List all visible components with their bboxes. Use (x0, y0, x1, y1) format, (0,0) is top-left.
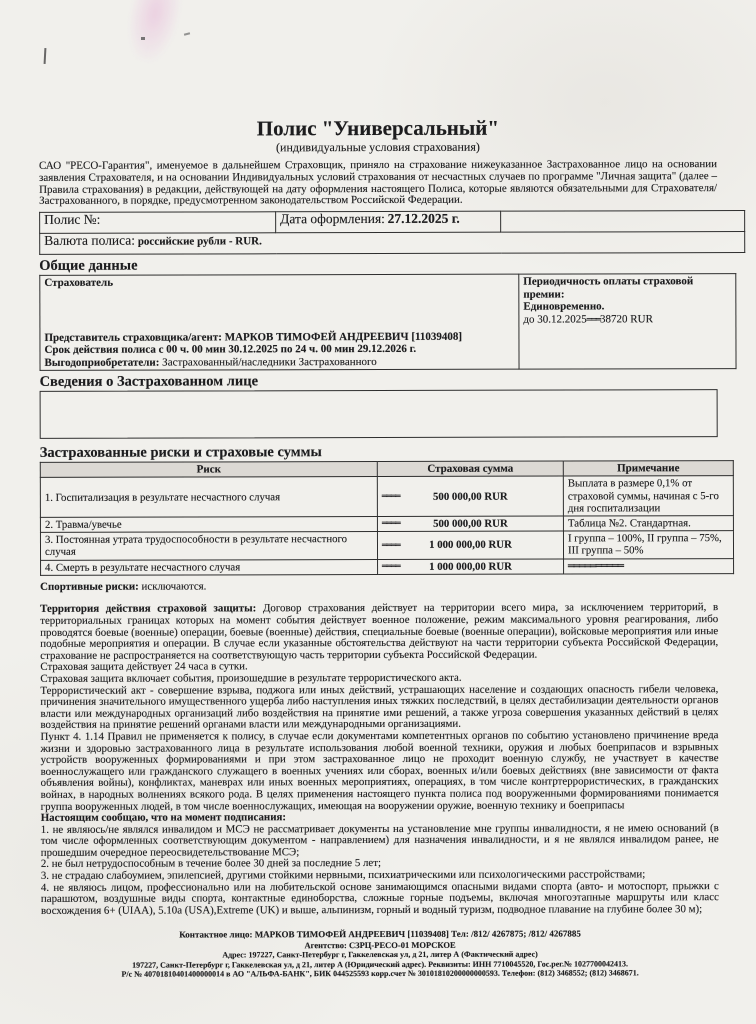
equals-fill-mark: ════ (381, 518, 400, 529)
risk-note-cell: Выплата в размере 0,1% от страховой суммы, начиная с 5-го дня госпитализации (563, 476, 733, 516)
general-data-table (39, 273, 736, 371)
column-header-sum: Страховая сумма (377, 461, 563, 477)
territory-text: Договор страхования действует на территории всего мира, за исключением территорий, в территориальных границах которых на момент события действует военное положение, режим максимального уровня реагирования, либо проводятся боевые (военные) операции, боевые (военные) действия, специальные боевые (военные операции), войсковые мероприятия или иные подобные мероприятия и операции. В случае если указанные обстоятельства действуют на части территории субъекта Российской Федерации, страхование не распространяется на соответствующую часть территории субъекта Российской Федерации. (40, 601, 719, 662)
insured-details-box (40, 389, 718, 439)
beneficiary-value: Застрахованный/наследники Застрахованного (162, 355, 377, 369)
section-heading-general: Общие данные (39, 257, 138, 275)
risks-table (40, 460, 734, 575)
sport-risks-label: Спортивные риски: (40, 580, 139, 593)
premium-amount: 38720 RUR (600, 312, 653, 326)
table-row (40, 531, 733, 560)
risk-sum-cell (377, 531, 563, 559)
footer-bank-line: Р/с № 40701810401400000014 в АО "АЛЬФА-БАНК", БИК 044525593 корр.счет № 30101810200000000593. Телефон: (812) 3468552; (812) 3468671. (121, 968, 639, 980)
table-row (40, 274, 736, 371)
declaration-heading: Настоящим сообщаю, что на момент подписания: (40, 811, 287, 824)
table-row (41, 558, 734, 575)
risk-note-cell: Таблица №2. Стандартная. (563, 516, 733, 532)
declaration-item-4: 4. не являюсь лицом, профессионально или на любительской основе занимающимся опасными видами спорта (авто- и мотоспорт, прыжки с парашютом, воздушные виды спорта, контактные единоборства, сложные горные подъемы, включая многоэтапные маршруты или класс восхождения 6+ (UIAA), 5.10a (USA),Extreme (UK) и выше, альпинизм, горный и водный туризм, подводное плавание на глубине более 30 м); (40, 879, 719, 917)
premium-cell (519, 274, 736, 370)
territory-label: Территория действия страховой защиты: (40, 602, 257, 616)
risk-name-cell: 1. Госпитализация в результате несчастного случая (40, 477, 377, 517)
risk-sum-value: 1 000 000,00 RUR (429, 538, 512, 552)
agent-line (44, 330, 514, 344)
premium-due-prefix: до 30.12.2025 (523, 313, 587, 326)
territory-paragraph (40, 603, 718, 663)
equals-fill-mark: ════ (382, 561, 400, 572)
footer-block (41, 929, 719, 980)
policy-number-cell (40, 212, 276, 234)
sport-risks-line (40, 580, 718, 593)
pink-scan-smudge (121, 0, 183, 66)
risk-sum-cell (377, 476, 563, 516)
premium-due-line (523, 313, 731, 327)
pencil-mark (44, 48, 47, 64)
equals-fill-mark: ════ (381, 541, 400, 552)
insurer-blank-space (44, 288, 514, 331)
sport-risks-value: исключаются. (141, 580, 207, 593)
equals-fill-mark: ════ (381, 492, 400, 503)
issue-date-label: Дата оформления: (280, 211, 385, 227)
intro-paragraph: САО "РЕСО-Гарантия", именуемое в дальнейшем Страховщик, приняло на страхование нижеуказанное Застрахованное лицо на основании заявления Страхователя, и на основании Индивидуальных условий страхования от несчастных случаев по программе "Личная защита" (далее – Правила страхования) в редакции, действующей на дату оформления настоящего Полиса, которые являются обязательными для Страхователя/Застрахованного, в порядке, предусмотренном законодательством Российской Федерации. (38, 158, 718, 208)
scan-speck (141, 37, 145, 40)
footer-legal-line: 197227, Санкт-Петербург г, Гаккелевская ул, д 21, литер А (Юридический адрес). Реквизиты: ИНН 7710045520, Гос.рег.№ 1027700042413. (132, 959, 629, 970)
table-row (40, 232, 745, 255)
premium-label: Периодичность оплаты страховой премии: (523, 275, 694, 301)
footer-agency-line: Агентство: СЗРЦ-РЕСО-01 МОРСКОЕ (304, 940, 456, 951)
beneficiary-line (44, 355, 514, 369)
issue-date-value: 27.12.2025 г. (387, 210, 460, 227)
risk-sum-value: 500 000,00 RUR (433, 517, 508, 530)
risk-name-cell: 2. Травма/увечье (40, 517, 377, 533)
term-value: с 00 ч. 00 мин 30.12.2025 по 24 ч. 00 мин 29.12.2026 г. (158, 343, 417, 356)
premium-mode: Единовременно. (523, 300, 605, 313)
page-title: Полис "Универсальный" (256, 115, 500, 141)
table-row (40, 211, 745, 234)
premium-fill-mark: ═══ (586, 315, 601, 326)
terror-included-line: Страховая защита включает события, произошедшие в результате террористического акта. (40, 671, 462, 685)
insurer-label: Страхователь (44, 276, 114, 290)
agent-label: Представитель страховщика/агент: (44, 331, 222, 344)
table-header-row (40, 461, 733, 478)
beneficiary-label: Выгодоприобретатели: (44, 356, 160, 369)
declaration-item-3: 3. не страдаю слабоумием, эпилепсией, другими стойкими нервными, психиатрическими или психологическими расстройствами; (40, 868, 646, 882)
currency-cell (40, 232, 745, 255)
declaration-item-1: 1. не являюсь/не являлся инвалидом и МСЭ не рассматривает документы на установление мне группы инвалидности, я не имею оснований (в том числе оформленных соответствующим документом - направлением) для назначения инвалидности, и я не являлся инвалидом ранее, не прошедшим очередное переосвидетельствование МСЭ; (40, 821, 719, 859)
risk-note-cell: ══════════ (564, 558, 734, 574)
term-line (44, 343, 514, 357)
section-heading-insured: Сведения о Застрахованном лице (39, 373, 259, 391)
insurer-cell (40, 274, 519, 370)
scan-speck (184, 32, 190, 35)
agent-value: МАРКОВ ТИМОФЕЙ АНДРЕЕВИЧ [11039408] (224, 330, 463, 344)
risk-name-cell: 4. Смерть в результате несчастного случая (41, 559, 378, 575)
risk-name-cell: 3. Постоянная утрата трудоспособности в результате несчастного случая (40, 532, 377, 560)
currency-label: Валюта полиса: (44, 232, 136, 249)
currency-value: российские рубли - RUR. (137, 235, 262, 248)
section-heading-risks: Застрахованные риски и страховые суммы (39, 444, 322, 462)
risk-sum-cell (377, 516, 563, 532)
table-row (40, 516, 733, 533)
footer-contact-line: Контактное лицо: МАРКОВ ТИМОФЕЙ АНДРЕЕВИЧ [11039408] Тел: /812/ 4267875; /812/ 4267885 (179, 928, 581, 940)
risk-sum-cell (378, 559, 564, 575)
policy-extra-cell (501, 211, 745, 233)
page-subtitle: (индивидуальные условия страхования) (276, 139, 480, 155)
policy-number-label: Полис №: (44, 211, 101, 228)
column-header-risk: Риск (40, 462, 377, 478)
risk-sum-value: 1 000 000,00 RUR (429, 560, 512, 573)
around-clock-line: Страховая защита действует 24 часа в сутки. (40, 660, 248, 674)
term-label: Срок действия полиса (44, 343, 156, 357)
policy-header-table (39, 210, 745, 255)
risk-sum-value: 500 000,00 RUR (433, 490, 508, 503)
issue-date-cell (276, 211, 501, 233)
risk-note-cell: I группа – 100%, II группа – 75%, III группа – 50% (563, 531, 733, 559)
terror-definition-paragraph: Террористический акт - совершение взрыва, поджога или иных действий, устрашающих население и создающих опасность гибели человека, причинения значительного имущественного ущерба либо наступления иных тяжких последствий, в целях дестабилизации деятельности органов власти или международных организаций либо воздействия на принятие ими решений, а также угроза совершения указанных действий в целях воздействия на принятие решений органами власти или международными организациями. (40, 682, 719, 732)
footer-address-line: Адрес: 197227, Санкт-Петербург г, Гаккелевская ул, д 21, литер А (Фактический адрес) (222, 950, 538, 960)
table-row (40, 476, 733, 517)
document-content (38, 115, 722, 980)
clause-414-paragraph: Пункт 4. 1.14 Правил не применяется к полису, в случае если документами компетентных органов по событию установлено причинение вреда жизни и здоровью застрахованного лица в результате использования любой военной техники, оружия и любых боеприпасов и взрывных устройств вооруженных формированиями и при этом застрахованное лицо не проходит военную службу, не участвует в качестве военнослужащего или гражданского служащего в военных учениях или сборах, военных и/или боевых действиях (вне зависимости от факта объявления войны), конфликтах, маневрах или иных военных мероприятиях, операциях, в том числе контртеррористических, в гражданских войнах, в народных волнениях всякого рода. В целях применения настоящего пункта полиса под вооруженными формированиями понимается группа вооруженных людей, в том числе военнослужащих, имеющая на вооружении оружие, военную технику и боеприпасы (40, 729, 719, 813)
declaration-item-2: 2. не был нетрудоспособным в течение более 30 дней за последние 5 лет; (40, 857, 382, 871)
column-header-note: Примечание (563, 461, 733, 477)
